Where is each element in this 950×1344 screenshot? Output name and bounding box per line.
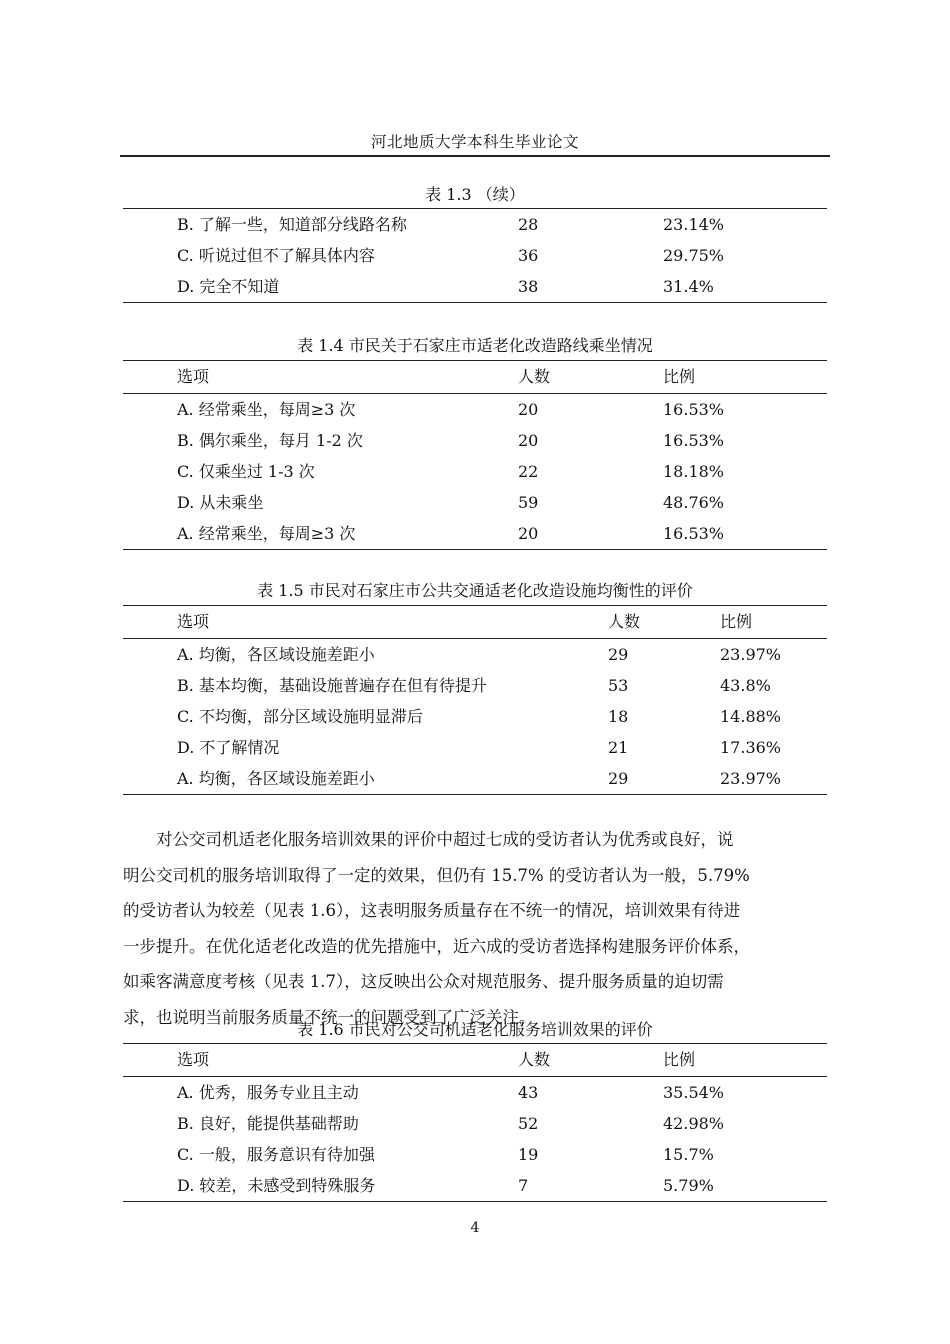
count-cell: 29 bbox=[608, 645, 629, 664]
paragraph-line: 明公交司机的服务培训取得了一定的效果，但仍有 15.7% 的受访者认为一般，5.79% bbox=[123, 865, 750, 885]
ratio-cell: 23.14% bbox=[663, 209, 827, 241]
count-cell: 18 bbox=[608, 707, 629, 726]
paragraph-line: 一步提升。在优化适老化改造的优先措施中，近六成的受访者选择构建服务评价体系， bbox=[123, 936, 750, 956]
ratio-cell: 31.4% bbox=[663, 271, 827, 303]
header-ratio: 比例 bbox=[663, 361, 827, 394]
header-rule bbox=[120, 155, 830, 157]
option-cell: A. 均衡，各区域设施差距小 bbox=[177, 645, 375, 664]
table-header-row bbox=[123, 606, 827, 639]
ratio-cell: 5.79% bbox=[663, 1170, 827, 1202]
table-row bbox=[123, 763, 827, 795]
table-row bbox=[123, 639, 827, 671]
ratio-cell: 23.97% bbox=[720, 645, 782, 664]
option-cell: A. 优秀，服务专业且主动 bbox=[177, 1083, 359, 1102]
table-header-row bbox=[123, 361, 827, 394]
ratio-cell: 29.75% bbox=[663, 246, 725, 265]
table-1-6 bbox=[123, 1043, 827, 1202]
option-cell: C. 不均衡，部分区域设施明显滞后 bbox=[177, 707, 423, 726]
option-cell: B. 良好，能提供基础帮助 bbox=[177, 1114, 359, 1133]
table-row bbox=[123, 518, 827, 550]
count-cell: 52 bbox=[518, 1114, 539, 1133]
table-row bbox=[123, 487, 827, 518]
option-cell: A. 经常乘坐，每周≥3 次 bbox=[123, 518, 518, 550]
count-cell: 20 bbox=[518, 431, 539, 450]
table-row bbox=[123, 456, 827, 487]
table-row bbox=[123, 240, 827, 271]
ratio-cell: 16.53% bbox=[663, 431, 725, 450]
ratio-cell: 23.97% bbox=[720, 763, 827, 795]
ratio-cell: 17.36% bbox=[720, 738, 782, 757]
header-count: 人数 bbox=[608, 606, 720, 639]
ratio-cell: 15.7% bbox=[663, 1145, 714, 1164]
header-count: 人数 bbox=[518, 361, 663, 394]
table-1-3-caption: 表 1.3 （续） bbox=[425, 185, 525, 204]
header-option: 选项 bbox=[123, 361, 518, 394]
page-header-title: 河北地质大学本科生毕业论文 bbox=[370, 133, 579, 151]
option-cell: D. 从未乘坐 bbox=[177, 493, 264, 512]
table-1-5 bbox=[123, 605, 827, 795]
table-row bbox=[123, 670, 827, 701]
paragraph-line: 的受访者认为较差（见表 1.6），这表明服务质量存在不统一的情况，培训效果有待进 bbox=[123, 901, 741, 920]
header-ratio: 比例 bbox=[663, 1044, 827, 1077]
table-1-5-caption: 表 1.5 市民对石家庄市公共交通适老化改造设施均衡性的评价 bbox=[257, 581, 693, 600]
count-cell: 20 bbox=[518, 518, 663, 550]
ratio-cell: 48.76% bbox=[663, 493, 725, 512]
option-cell: B. 偶尔乘坐，每月 1-2 次 bbox=[177, 431, 363, 450]
count-cell: 22 bbox=[518, 462, 539, 481]
option-cell: A. 经常乘坐，每周≥3 次 bbox=[177, 400, 356, 419]
ratio-cell: 14.88% bbox=[720, 707, 782, 726]
count-cell: 21 bbox=[608, 738, 629, 757]
header-option: 选项 bbox=[123, 1044, 518, 1077]
option-cell: D. 完全不知道 bbox=[123, 271, 518, 303]
option-cell: D. 不了解情况 bbox=[177, 738, 280, 757]
table-row bbox=[123, 394, 827, 426]
ratio-cell: 42.98% bbox=[663, 1114, 725, 1133]
count-cell: 7 bbox=[518, 1170, 663, 1202]
ratio-cell: 43.8% bbox=[720, 676, 771, 695]
header-option: 选项 bbox=[123, 606, 608, 639]
table-1-4 bbox=[123, 360, 827, 550]
option-cell: C. 一般，服务意识有待加强 bbox=[177, 1145, 375, 1164]
table-row bbox=[123, 1108, 827, 1139]
table-header-row bbox=[123, 1044, 827, 1077]
count-cell: 59 bbox=[518, 493, 539, 512]
body-paragraph bbox=[123, 822, 827, 1035]
ratio-cell: 35.54% bbox=[663, 1083, 725, 1102]
table-row bbox=[123, 209, 827, 241]
table-row bbox=[123, 1170, 827, 1202]
count-cell: 36 bbox=[518, 246, 539, 265]
count-cell: 20 bbox=[518, 400, 539, 419]
option-cell: B. 基本均衡，基础设施普遍存在但有待提升 bbox=[177, 676, 487, 695]
table-1-3 bbox=[123, 208, 827, 303]
table-row bbox=[123, 1077, 827, 1109]
table-row bbox=[123, 271, 827, 303]
count-cell: 19 bbox=[518, 1145, 539, 1164]
header-ratio: 比例 bbox=[720, 606, 827, 639]
count-cell: 53 bbox=[608, 676, 629, 695]
table-row bbox=[123, 425, 827, 456]
option-cell: D. 较差，未感受到特殊服务 bbox=[123, 1170, 518, 1202]
table-row bbox=[123, 732, 827, 763]
table-1-6-caption: 表 1.6 市民对公交司机适老化服务培训效果的评价 bbox=[297, 1020, 653, 1039]
table-row bbox=[123, 1139, 827, 1170]
page-number: 4 bbox=[470, 1220, 480, 1236]
paragraph-line: 对公交司机适老化服务培训效果的评价中超过七成的受访者认为优秀或良好，说 bbox=[156, 830, 734, 849]
option-cell: C. 听说过但不了解具体内容 bbox=[177, 246, 375, 265]
count-cell: 29 bbox=[608, 763, 720, 795]
header-count: 人数 bbox=[518, 1044, 663, 1077]
count-cell: 38 bbox=[518, 271, 663, 303]
paragraph-line: 如乘客满意度考核（见表 1.7），这反映出公众对规范服务、提升服务质量的迫切需 bbox=[123, 972, 724, 991]
ratio-cell: 16.53% bbox=[663, 400, 725, 419]
paragraph-line: 求，也说明当前服务质量不统一的问题受到了广泛关注。 bbox=[123, 1007, 536, 1027]
table-row bbox=[123, 701, 827, 732]
option-cell: C. 仅乘坐过 1-3 次 bbox=[177, 462, 315, 481]
ratio-cell: 18.18% bbox=[663, 462, 725, 481]
option-cell: A. 均衡，各区域设施差距小 bbox=[123, 763, 608, 795]
count-cell: 43 bbox=[518, 1083, 539, 1102]
count-cell: 28 bbox=[518, 209, 663, 241]
ratio-cell: 16.53% bbox=[663, 518, 827, 550]
option-cell: B. 了解一些，知道部分线路名称 bbox=[123, 209, 518, 241]
table-1-4-caption: 表 1.4 市民关于石家庄市适老化改造路线乘坐情况 bbox=[297, 336, 653, 355]
